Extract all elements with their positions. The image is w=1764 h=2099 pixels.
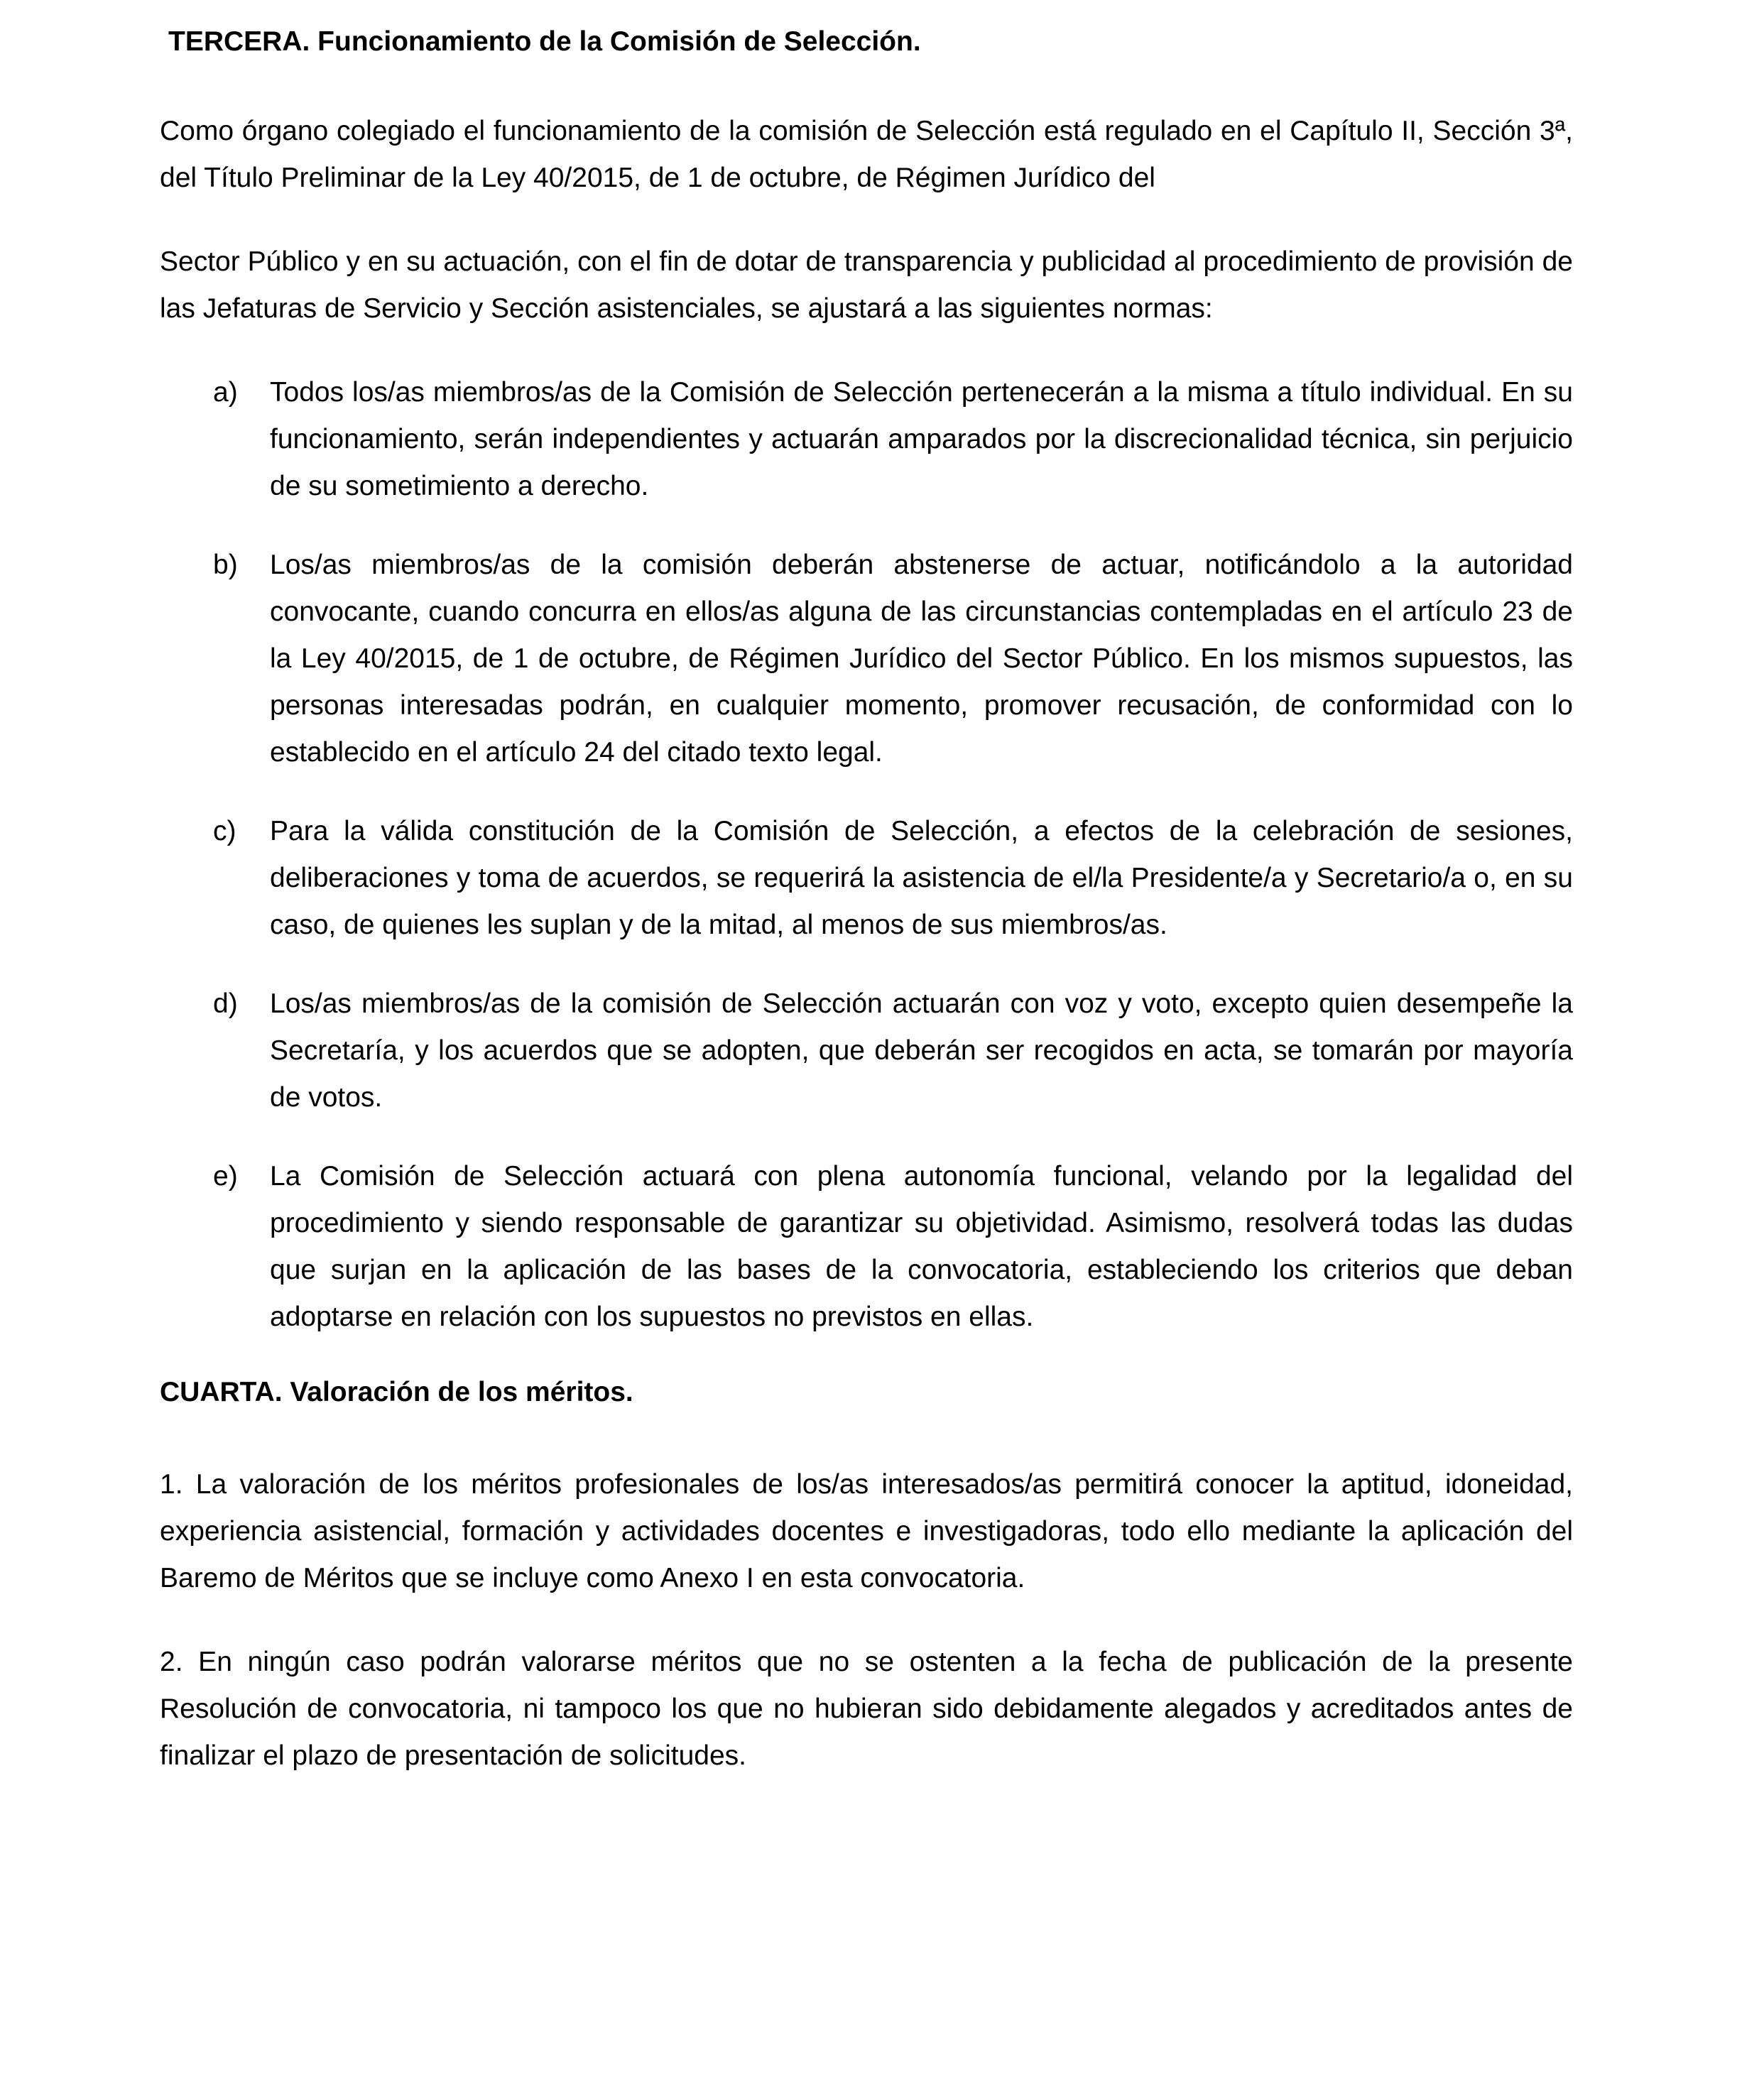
list-item-text: Los/as miembros/as de la comisión deberán abstenerse de actuar, notificándolo a la autoridad convocante, cuando concurra en ellos/as alguna de las circunstancias contempladas en el artículo 23 de la Ley 40/2015, de 1 de octubre, de Régimen Jurídico del Sector Público. En los mismos supuestos, las personas interesadas podrán, en cualquier momento, promover recusación, de conformidad con lo establecido en el artículo 24 del citado texto legal. [270, 550, 1573, 768]
list-item-text: Todos los/as miembros/as de la Comisión de Selección pertenecerán a la misma a título individual. En su funcionamiento, serán independientes y actuarán amparados por la discrecionalidad técnica, sin perjuicio de su sometimiento a derecho. [270, 377, 1573, 501]
list-item-e [160, 1153, 1573, 1341]
list-item-c [160, 808, 1573, 949]
numbered-paragraph-2: 2. En ningún caso podrán valorarse méritos que no se ostenten a la fecha de publicación de la presente Resolución de convocatoria, ni tampoco los que no hubieran sido debidamente alegados y acreditados antes de finalizar el plazo de presentación de solicitudes. [160, 1647, 1573, 1771]
list-item-text: La Comisión de Selección actuará con plena autonomía funcional, velando por la legalidad del procedimiento y siendo responsable de garantizar su objetividad. Asimismo, resolverá todas las dudas que surjan en la aplicación de las bases de la convocatoria, estableciendo los criterios que deban adoptarse en relación con los supuestos no previstos en ellas. [270, 1161, 1573, 1332]
list-item-label: d) [213, 988, 238, 1019]
list-item-a [160, 369, 1573, 510]
list-item-d [160, 981, 1573, 1121]
list-item-label: c) [213, 816, 236, 846]
list-item-label: e) [213, 1161, 238, 1192]
lettered-list [160, 369, 1573, 1341]
numbered-paragraph-1: 1. La valoración de los méritos profesionales de los/as interesados/as permitirá conocer la aptitud, idoneidad, experiencia asistencial, formación y actividades docentes e investigadoras, todo ello mediante la aplicación del Baremo de Méritos que se incluye como Anexo I en esta convocatoria. [160, 1469, 1573, 1593]
section-heading-tercera: TERCERA. Funcionamiento de la Comisión de Selección. [168, 26, 921, 57]
list-item-b [160, 542, 1573, 776]
intro-paragraph-2: Sector Público y en su actuación, con el fin de dotar de transparencia y publicidad al procedimiento de provisión de las Jefaturas de Servicio y Sección asistenciales, se ajustará a las siguientes normas: [160, 246, 1573, 324]
list-item-text: Los/as miembros/as de la comisión de Selección actuarán con voz y voto, excepto quien desempeñe la Secretaría, y los acuerdos que se adopten, que deberán ser recogidos en acta, se tomarán por mayoría de votos. [270, 988, 1573, 1113]
list-item-label: b) [213, 550, 238, 580]
intro-paragraph-1: Como órgano colegiado el funcionamiento de la comisión de Selección está regulado en el Capítulo II, Sección 3ª, del Título Preliminar de la Ley 40/2015, de 1 de octubre, de Régimen Jurídico del [160, 116, 1573, 193]
list-item-text: Para la válida constitución de la Comisión de Selección, a efectos de la celebración de sesiones, deliberaciones y toma de acuerdos, se requerirá la asistencia de el/la Presidente/a y Secretario/a o, en su caso, de quienes les suplan y de la mitad, al menos de sus miembros/as. [270, 816, 1573, 940]
list-item-label: a) [213, 377, 238, 408]
section-heading-cuarta: CUARTA. Valoración de los méritos. [160, 1377, 633, 1407]
